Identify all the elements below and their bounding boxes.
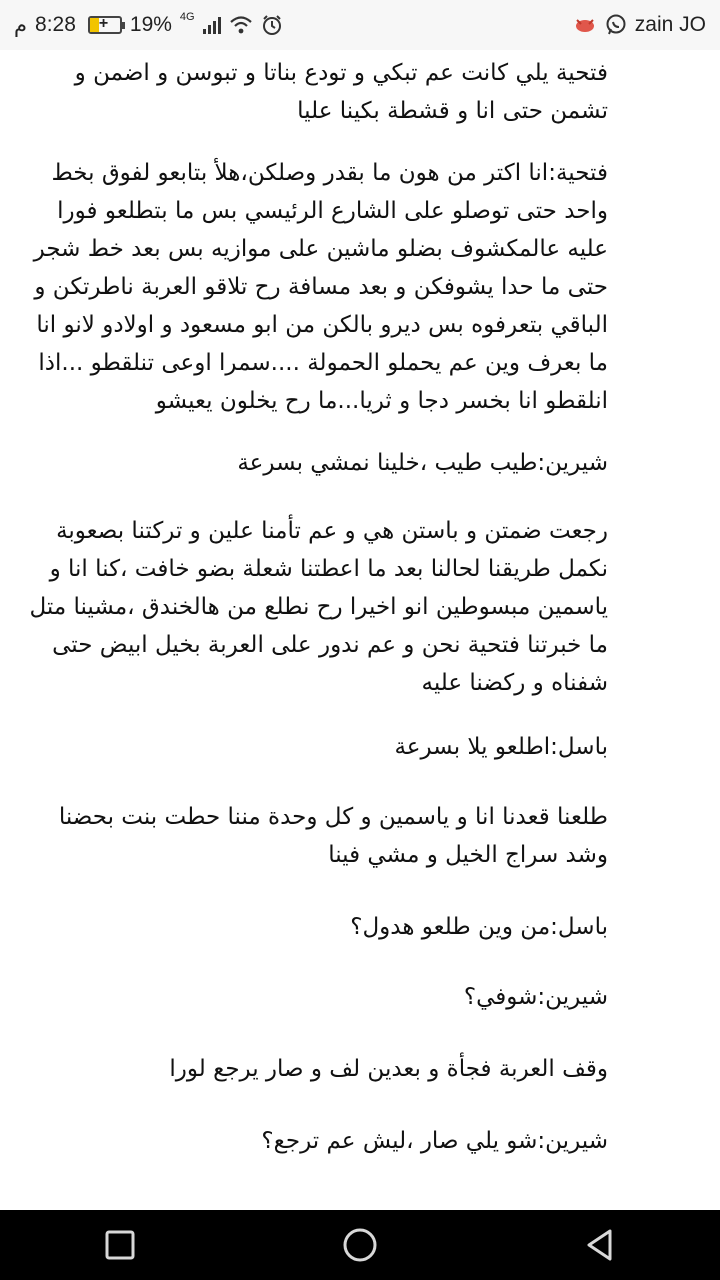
- home-circle-icon: [342, 1227, 378, 1263]
- story-paragraph: رجعت ضمتن و باستن هي و عم تأمنا علين و تركتنا بصعوبة نكمل طريقنا لحالنا بعد ما اعطتنا شعلة بضو خافت ،كنا انا و ياسمين مبسوطين انو اخيرا رح نطلع من هالخندق ،مشينا متل ما خبرتنا فتحية نحن و عم ندور على العربة بخيل ابيض حتى شفناه و ركضنا عليه: [29, 518, 608, 696]
- battery-charging-icon: +: [88, 16, 122, 34]
- story-paragraph: طلعنا قعدنا انا و ياسمين و كل وحدة مننا حطت بنت بحضنا وشد سراج الخيل و مشي فينا: [58, 804, 608, 868]
- status-bar-right: [573, 13, 706, 37]
- navigation-bar: [0, 1210, 720, 1280]
- clock-time: 8:28: [35, 13, 76, 36]
- status-bar-left: [14, 13, 283, 38]
- story-paragraph: شيرين:شوفي؟: [463, 984, 608, 1010]
- story-paragraph: شيرين:شو يلي صار ،ليش عم ترجع؟: [261, 1128, 608, 1154]
- back-triangle-icon: [584, 1228, 616, 1262]
- story-paragraph: وقف العربة فجأة و بعدين لف و صار يرجع لورا: [169, 1056, 608, 1082]
- story-paragraph: فتحية يلي كانت عم تبكي و تودع بناتا و تبوسن و اضمن و تشمن حتى انا و قشطة بكينا عليا: [74, 60, 608, 124]
- battery-percent: 19%: [129, 13, 172, 36]
- story-paragraph: شيرين:طيب طيب ،خلينا نمشي بسرعة: [237, 450, 608, 476]
- wifi-icon: [229, 15, 253, 35]
- network-type: 4G: [179, 11, 195, 23]
- story-paragraph: فتحية:انا اكتر من هون ما بقدر وصلكن،هلأ بتابعو لفوق بخط واحد حتى توصلو على الشارع الرئيسي بس ما بتطلعو فورا عليه عالمكشوف بضلو ماشين على موازيه بس بعد خط شجر حتى ما حدا يشوفكن و بعد مسافة رح تلاقو العربة ناطرتكن و الباقي بتعرفوه بس ديرو بالكن من ابو مسعود و اولادو لانو انا ما بعرف وين عم يحملو الحمولة ....سمرا اوعى تنلقطو ...اذا انلقطو انا بخسر دجا و ثريا...ما رح يخلون يعيشو: [33, 160, 608, 414]
- signal-icon: [203, 16, 221, 34]
- am-pm-indicator: م: [14, 13, 28, 37]
- story-content[interactable]: [0, 50, 720, 1210]
- alarm-icon: [261, 14, 283, 36]
- home-button[interactable]: [320, 1210, 400, 1280]
- story-paragraph: باسل:اطلعو يلا بسرعة: [394, 734, 608, 760]
- notification-app-icon: [573, 16, 597, 34]
- carrier-name: zain JO: [634, 13, 706, 36]
- story-paragraph: باسل:من وين طلعو هدول؟: [350, 914, 608, 940]
- status-bar: [0, 0, 720, 50]
- recents-button[interactable]: [80, 1210, 160, 1280]
- whatsapp-icon: [605, 14, 627, 36]
- back-button[interactable]: [560, 1210, 640, 1280]
- recents-square-icon: [104, 1229, 136, 1261]
